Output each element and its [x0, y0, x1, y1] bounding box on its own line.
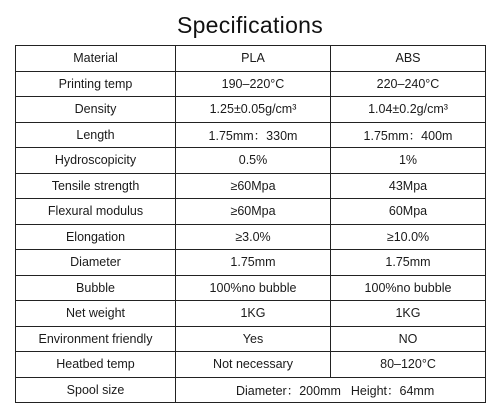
pla-value: Yes [176, 326, 331, 352]
spool-diameter: Diameter：200mm [236, 383, 341, 398]
row-label: Spool size [16, 377, 176, 403]
abs-value: 1% [331, 148, 486, 174]
table-row-tensile-strength [16, 173, 486, 199]
table-row-spool-size [16, 377, 486, 403]
table-row-density [16, 97, 486, 123]
table-row-elongation [16, 224, 486, 250]
row-label: Tensile strength [16, 173, 176, 199]
table-row-length [16, 122, 486, 148]
row-label: Density [16, 97, 176, 123]
spool-dimensions [176, 381, 485, 399]
abs-value: 1.75mm：400m [331, 122, 486, 148]
table-row-bubble [16, 275, 486, 301]
abs-value: 60Mpa [331, 199, 486, 225]
spool-height: Height：64mm [350, 383, 435, 398]
pla-value: 100%no bubble [176, 275, 331, 301]
spool-size-value [176, 377, 486, 403]
row-label: Flexural modulus [16, 199, 176, 225]
table-header-row [16, 46, 486, 72]
row-label: Length [16, 122, 176, 148]
pla-value: ≥60Mpa [176, 199, 331, 225]
pla-value: 1KG [176, 301, 331, 327]
abs-value: 1.04±0.2g/cm³ [331, 97, 486, 123]
row-label: Printing temp [16, 71, 176, 97]
pla-value: 0.5% [176, 148, 331, 174]
pla-value: 1.75mm：330m [176, 122, 331, 148]
pla-value: 1.25±0.05g/cm³ [176, 97, 331, 123]
header-material: Material [16, 46, 176, 72]
row-label: Environment friendly [16, 326, 176, 352]
row-label: Net weight [16, 301, 176, 327]
pla-value: 190–220°C [176, 71, 331, 97]
abs-value: 1KG [331, 301, 486, 327]
abs-value: ≥10.0% [331, 224, 486, 250]
row-label: Hydroscopicity [16, 148, 176, 174]
table-row-environment-friendly [16, 326, 486, 352]
row-label: Elongation [16, 224, 176, 250]
table-row-heatbed-temp [16, 352, 486, 378]
row-label: Diameter [16, 250, 176, 276]
table-row-printing-temp [16, 71, 486, 97]
abs-value: 43Mpa [331, 173, 486, 199]
pla-value: Not necessary [176, 352, 331, 378]
page-title: Specifications [176, 12, 324, 38]
row-label: Heatbed temp [16, 352, 176, 378]
row-label: Bubble [16, 275, 176, 301]
pla-value: ≥3.0% [176, 224, 331, 250]
abs-value: NO [331, 326, 486, 352]
table-row-flexural-modulus [16, 199, 486, 225]
table-row-net-weight [16, 301, 486, 327]
abs-value: 1.75mm [331, 250, 486, 276]
pla-value: ≥60Mpa [176, 173, 331, 199]
header-abs: ABS [331, 46, 486, 72]
table-row-hydroscopicity [16, 148, 486, 174]
specifications-table [15, 45, 486, 403]
header-pla: PLA [176, 46, 331, 72]
pla-value: 1.75mm [176, 250, 331, 276]
table-row-diameter [16, 250, 486, 276]
abs-value: 80–120°C [331, 352, 486, 378]
abs-value: 100%no bubble [331, 275, 486, 301]
abs-value: 220–240°C [331, 71, 486, 97]
